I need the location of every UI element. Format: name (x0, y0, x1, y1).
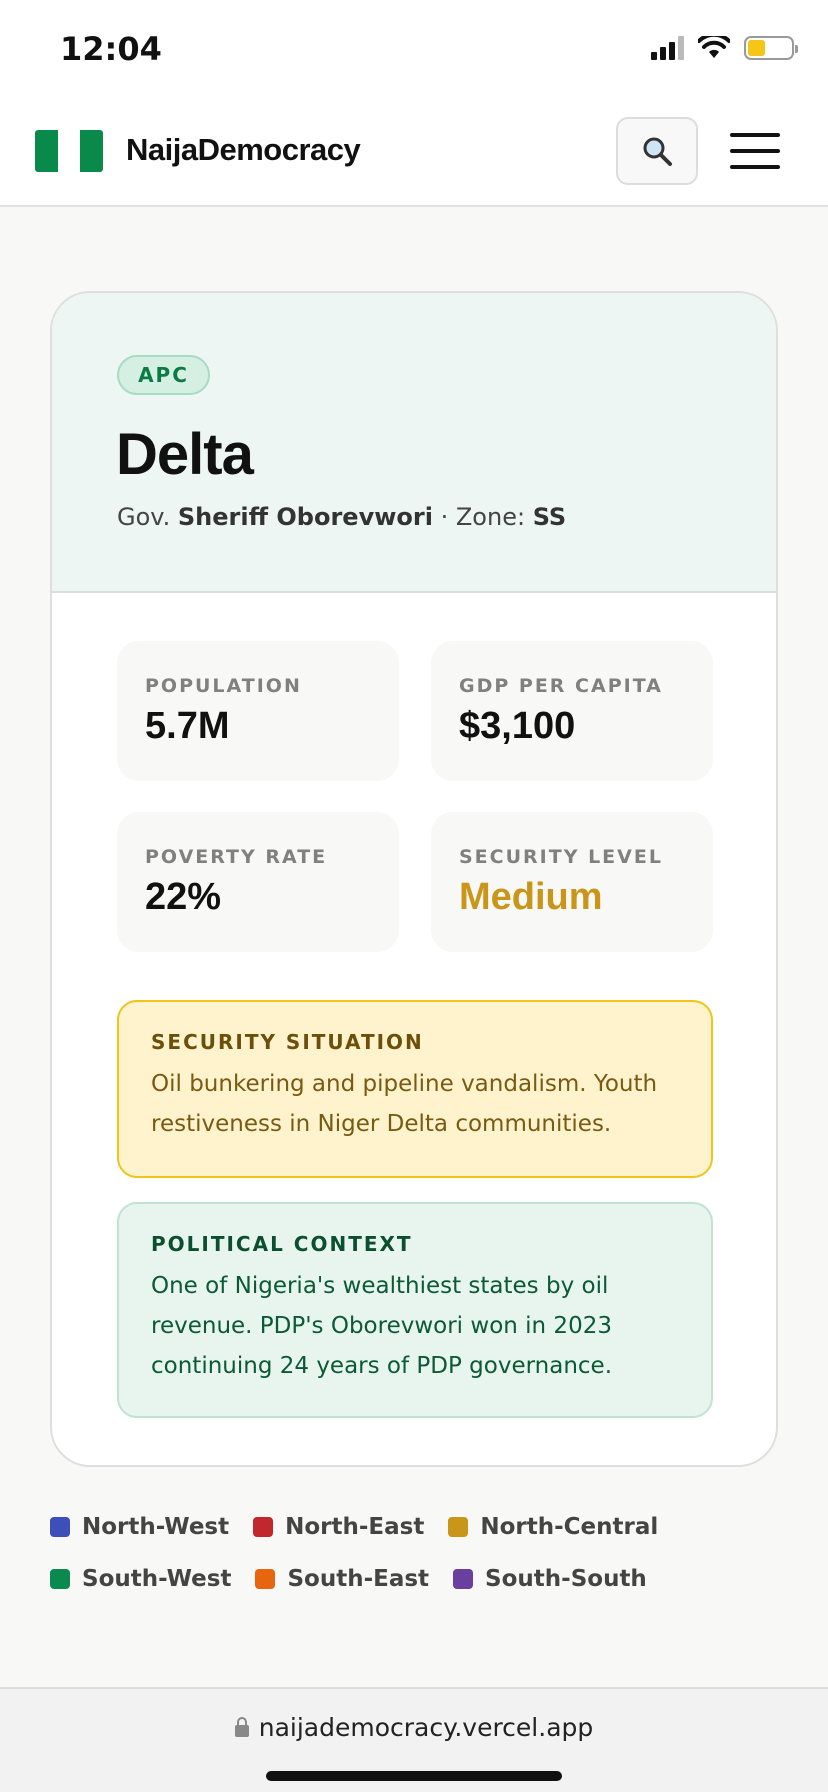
political-context-box (117, 1202, 713, 1418)
security-title: SECURITY SITUATION (151, 1030, 424, 1054)
zone-prefix: · Zone: (440, 503, 526, 531)
legend-item-south-south (453, 1566, 647, 1592)
stat-security-level (431, 812, 713, 952)
stat-label: SECURITY LEVEL (459, 846, 663, 868)
brand-logo[interactable]: NaijaDemocracy (126, 132, 361, 167)
gov-prefix: Gov. (117, 503, 171, 531)
stat-gdp-per-capita (431, 641, 713, 781)
legend-label: North-Central (480, 1514, 659, 1540)
legend-label: North-West (82, 1514, 230, 1540)
stat-value: $3,100 (459, 705, 576, 747)
state-card-header (52, 293, 776, 593)
governor-name: Sheriff Oborevwori (177, 503, 433, 531)
stat-poverty-rate (117, 812, 399, 952)
stat-population (117, 641, 399, 781)
legend-row (50, 1566, 778, 1592)
home-indicator[interactable] (266, 1771, 562, 1781)
menu-line (730, 165, 780, 169)
menu-line (730, 149, 780, 153)
legend-item-north-east (253, 1514, 424, 1540)
stat-value: 5.7M (145, 705, 230, 747)
legend-swatch (253, 1517, 273, 1537)
stat-label: GDP PER CAPITA (459, 675, 663, 697)
legend-item-south-east (255, 1566, 429, 1592)
search-button[interactable] (616, 117, 698, 185)
url-display[interactable] (0, 1713, 828, 1742)
state-card (50, 291, 778, 1467)
legend-label: South-West (82, 1566, 232, 1592)
security-body: Oil bunkering and pipeline vandalism. Youth restiveness in Niger Delta communities. (151, 1071, 658, 1137)
status-bar (0, 0, 828, 100)
search-icon (641, 135, 673, 167)
security-situation-box (117, 1000, 713, 1178)
legend-swatch (448, 1517, 468, 1537)
state-name: Delta (116, 422, 253, 487)
lock-icon (235, 1725, 249, 1737)
url-text: naijademocracy.vercel.app (258, 1713, 594, 1742)
legend-label: South-East (287, 1566, 430, 1592)
zone-legend (50, 1514, 778, 1618)
legend-swatch (50, 1569, 70, 1589)
legend-swatch (453, 1569, 473, 1589)
party-badge: APC (117, 355, 210, 395)
battery-icon (744, 36, 794, 60)
browser-url-bar[interactable] (0, 1687, 828, 1792)
legend-label: North-East (285, 1514, 425, 1540)
legend-swatch (255, 1569, 275, 1589)
legend-row (50, 1514, 778, 1540)
political-body: One of Nigeria's wealthiest states by oil revenue. PDP's Oborevwori won in 2023 continuing 24 years of PDP governance. (151, 1273, 612, 1379)
political-title: POLITICAL CONTEXT (151, 1232, 413, 1256)
legend-label: South-South (485, 1566, 647, 1592)
cellular-signal-icon (651, 36, 684, 60)
hamburger-menu-button[interactable] (730, 133, 780, 169)
stat-label: POPULATION (145, 675, 302, 697)
site-header (0, 100, 828, 207)
governor-line (117, 503, 566, 531)
nigeria-flag-icon[interactable] (35, 130, 103, 172)
legend-swatch (50, 1517, 70, 1537)
stat-value: 22% (145, 876, 222, 918)
legend-item-north-central (448, 1514, 658, 1540)
status-time: 12:04 (60, 30, 162, 68)
stat-label: POVERTY RATE (145, 846, 328, 868)
menu-line (730, 133, 780, 137)
stat-value: Medium (459, 876, 603, 918)
zone-value: SS (532, 503, 567, 531)
legend-item-north-west (50, 1514, 229, 1540)
wifi-icon (698, 36, 730, 60)
status-icons (651, 36, 794, 60)
legend-item-south-west (50, 1566, 231, 1592)
